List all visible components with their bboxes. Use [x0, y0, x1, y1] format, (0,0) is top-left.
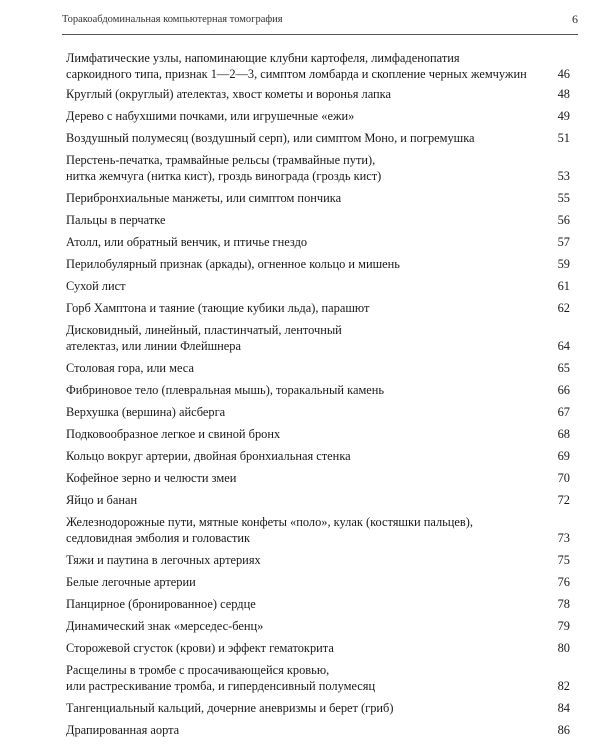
toc-entry-title-line: Верхушка (вершина) айсберга	[66, 405, 226, 419]
toc-entry-title-line: Воздушный полумесяц (воздушный серп), или симптом Моно, и погремушка	[66, 131, 475, 145]
toc-entry-page-number: 66	[557, 383, 570, 397]
toc-entry-title-line: Перилобулярный признак (аркады), огненное кольцо и мишень	[66, 257, 400, 271]
toc-entry[interactable]	[66, 190, 570, 206]
toc-entry-title-line: Тяжи и паутина в легочных артериях	[66, 553, 261, 567]
toc-entry[interactable]	[66, 278, 570, 294]
toc-entry[interactable]	[66, 86, 570, 102]
toc-entry-page-number: 68	[557, 427, 570, 441]
toc-entry-page-number: 73	[557, 531, 570, 545]
toc-entry[interactable]	[66, 234, 570, 250]
toc-entry-title-line: Панцирное (бронированное) сердце	[66, 597, 256, 611]
toc-entry[interactable]	[66, 618, 570, 634]
toc-entry-page-number: 62	[557, 301, 570, 315]
toc-entry-title-line: Перстень-печатка, трамвайные рельсы (трамвайные пути),	[66, 153, 376, 167]
toc-entry-page-number: 49	[557, 109, 570, 123]
toc-entry-page-number: 69	[557, 449, 570, 463]
toc-entry-page-number: 57	[557, 235, 570, 249]
toc-entry[interactable]	[66, 700, 570, 716]
toc-entry-page-number: 72	[557, 493, 570, 507]
toc-entry-title-line: или растрескивание тромба, и гиперденсивный полумесяц	[66, 679, 376, 693]
toc-entry-title-line: седловидная эмболия и головастик	[66, 531, 251, 545]
toc-entry[interactable]	[66, 50, 570, 82]
toc-entry[interactable]	[66, 382, 570, 398]
toc-entry-title-line: ателектаз, или линии Флейшнера	[66, 339, 241, 353]
toc-entry[interactable]	[66, 722, 570, 738]
toc-entry-page-number: 78	[557, 597, 570, 611]
toc-entry-page-number: 79	[557, 619, 570, 633]
running-header	[62, 10, 578, 35]
toc-entry[interactable]	[66, 360, 570, 376]
toc-entry-title-line: Яйцо и банан	[66, 493, 138, 507]
toc-entry[interactable]	[66, 300, 570, 316]
toc-entry[interactable]	[66, 426, 570, 442]
toc-entry-title-line: Пальцы в перчатке	[66, 213, 166, 227]
toc-entry-page-number: 67	[557, 405, 570, 419]
toc-entry-title-line: Дерево с набухшими почками, или игрушечные «ежи»	[66, 109, 355, 123]
toc-entry-title-line: Белые легочные артерии	[66, 575, 196, 589]
toc-entry[interactable]	[66, 256, 570, 272]
toc-entry[interactable]	[66, 574, 570, 590]
toc-entry-page-number: 65	[557, 361, 570, 375]
toc-entry-title-line: саркоидного типа, признак 1—2—3, симптом ломбарда и скопление черных жемчужин	[66, 67, 527, 81]
toc-entry-page-number: 51	[557, 131, 570, 145]
toc-entry-page-number: 59	[557, 257, 570, 271]
toc-entry[interactable]	[66, 514, 570, 546]
toc-entry-title-line: Сухой лист	[66, 279, 126, 293]
toc-entry-title-line: Подковообразное легкое и свиной бронх	[66, 427, 281, 441]
table-of-contents	[66, 44, 570, 738]
toc-entry-title-line: Столовая гора, или меса	[66, 361, 194, 375]
toc-entry-title-line: Дисковидный, линейный, пластинчатый, ленточный	[66, 323, 342, 337]
toc-entry-page-number: 82	[557, 679, 570, 693]
toc-entry-title-line: Железнодорожные пути, мятные конфеты «поло», кулак (костяшки пальцев),	[66, 515, 473, 529]
toc-entry-page-number: 61	[557, 279, 570, 293]
toc-entry-title-line: Атолл, или обратный венчик, и птичье гнездо	[66, 235, 308, 249]
toc-entry-title-line: Перибронхиальные манжеты, или симптом пончика	[66, 191, 342, 205]
page-number: 6	[572, 12, 578, 26]
toc-entry-page-number: 80	[557, 641, 570, 655]
toc-entry-page-number: 84	[557, 701, 570, 715]
toc-entry-page-number: 53	[557, 169, 570, 183]
toc-entry-page-number: 64	[557, 339, 570, 353]
toc-entry-title-line: Кофейное зерно и челюсти змеи	[66, 471, 237, 485]
toc-entry[interactable]	[66, 492, 570, 508]
running-header-title: Торакоабдоминальная компьютерная томография	[62, 14, 283, 25]
toc-entry-page-number: 46	[557, 67, 570, 81]
toc-entry[interactable]	[66, 662, 570, 694]
toc-entry-title-line: Кольцо вокруг артерии, двойная бронхиальная стенка	[66, 449, 351, 463]
toc-entry-title-line: Тангенциальный кальций, дочерние аневризмы и берет (гриб)	[66, 701, 394, 715]
toc-entry-page-number: 55	[557, 191, 570, 205]
toc-entry-title-line: Драпированная аорта	[66, 723, 180, 737]
toc-entry-title-line: Круглый (округлый) ателектаз, хвост кометы и воронья лапка	[66, 87, 391, 101]
toc-entry[interactable]	[66, 404, 570, 420]
toc-entry[interactable]	[66, 152, 570, 184]
toc-entry[interactable]	[66, 108, 570, 124]
toc-entry-title-line: Фибриновое тело (плевральная мышь), торакальный камень	[66, 383, 385, 397]
toc-entry-title-line: Расщелины в тромбе с просачивающейся кровью,	[66, 663, 330, 677]
toc-entry-title-line: Горб Хамптона и таяние (тающие кубики льда), парашют	[66, 301, 370, 315]
toc-entry-page-number: 86	[557, 723, 570, 737]
toc-entry-page-number: 76	[557, 575, 570, 589]
toc-entry-title-line: нитка жемчуга (нитка кист), гроздь винограда (гроздь кист)	[66, 169, 382, 183]
toc-entry[interactable]	[66, 552, 570, 568]
toc-entry[interactable]	[66, 470, 570, 486]
toc-entry-page-number: 70	[557, 471, 570, 485]
toc-entry[interactable]	[66, 596, 570, 612]
toc-entry[interactable]	[66, 640, 570, 656]
toc-entry-title-line: Лимфатические узлы, напоминающие клубни картофеля, лимфаденопатия	[66, 51, 460, 65]
toc-entry[interactable]	[66, 448, 570, 464]
toc-entry[interactable]	[66, 130, 570, 146]
toc-entry-page-number: 56	[557, 213, 570, 227]
toc-entry-title-line: Динамический знак «мерседес-бенц»	[66, 619, 264, 633]
toc-entry-title-line: Сторожевой сгусток (крови) и эффект гематокрита	[66, 641, 334, 655]
toc-entry[interactable]	[66, 322, 570, 354]
toc-entry[interactable]	[66, 212, 570, 228]
toc-entry-page-number: 48	[557, 87, 570, 101]
toc-entry-page-number: 75	[557, 553, 570, 567]
